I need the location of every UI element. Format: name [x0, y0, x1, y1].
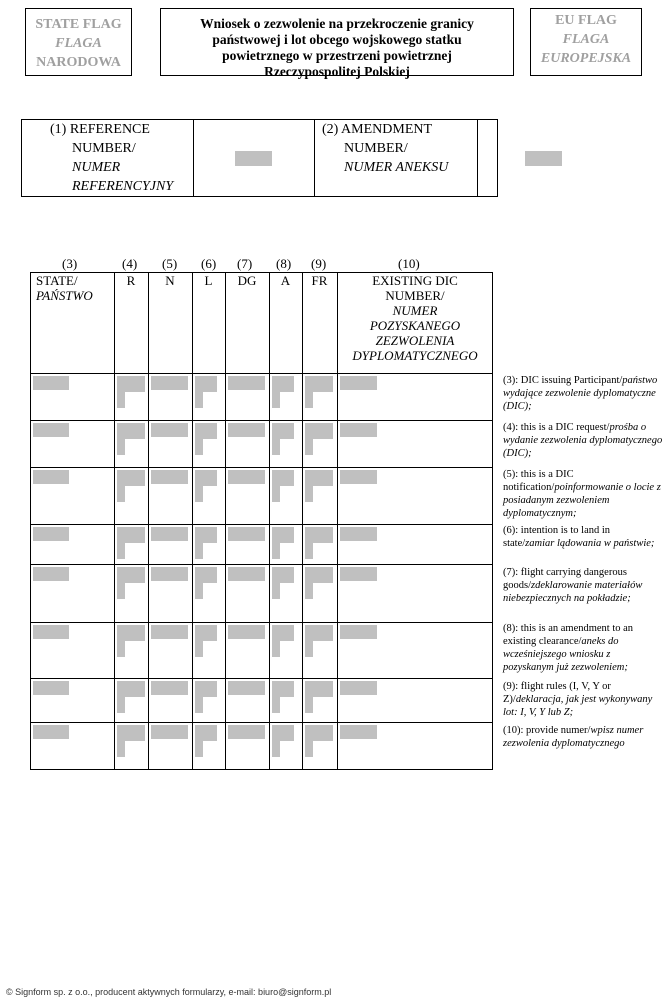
dg-field-row-3[interactable]	[228, 470, 265, 484]
header-existing-4: POZYSKANEGO	[369, 318, 461, 333]
fr-field-row-4[interactable]	[305, 527, 333, 559]
legend-pl: prośba o wydanie zezwolenia dyplomatycznego (DIC);	[503, 422, 663, 459]
state-field-row-6[interactable]	[33, 625, 69, 639]
header-dg: DG	[237, 273, 257, 288]
r-checkbox-row-3[interactable]	[117, 470, 145, 502]
existing-dic-field-row-2[interactable]	[340, 423, 377, 437]
state-field-row-1[interactable]	[33, 376, 69, 390]
existing-dic-field-row-3[interactable]	[340, 470, 377, 484]
col-num-3: (3)	[62, 256, 78, 271]
r-checkbox-row-8[interactable]	[117, 725, 145, 757]
legend-en: (3): DIC issuing Participant/	[503, 375, 623, 386]
header-existing-6: DYPLOMATYCZNEGO	[352, 348, 478, 363]
fr-field-row-7[interactable]	[305, 681, 333, 713]
l-checkbox-row-8[interactable]	[195, 725, 217, 757]
eu-flag-placeholder	[530, 8, 642, 76]
n-field-row-3[interactable]	[151, 470, 188, 484]
title-line-1: Wniosek o zezwolenie na przekroczenie granicy	[200, 16, 474, 31]
state-field-row-7[interactable]	[33, 681, 69, 695]
eu-flag-line3: EUROPEJSKA	[540, 51, 632, 66]
ref-label-1: (1) REFERENCE	[50, 122, 150, 137]
header-state-en: STATE/	[36, 273, 78, 288]
col-num-9: (9)	[311, 256, 327, 271]
reference-number-field[interactable]	[235, 151, 272, 166]
header-existing-dic	[337, 273, 493, 363]
title-line-4: Rzeczypospolitej Polskiej	[264, 64, 410, 79]
dg-field-row-2[interactable]	[228, 423, 265, 437]
state-field-row-4[interactable]	[33, 527, 69, 541]
col-num-7: (7)	[237, 256, 253, 271]
legend-pl: deklaracja, jak jest wykonywany lot: I, V, Y lub Z;	[503, 694, 653, 718]
state-field-row-5[interactable]	[33, 567, 69, 581]
amend-label-1: (2) AMENDMENT	[322, 122, 433, 137]
a-checkbox-row-3[interactable]	[272, 470, 294, 502]
existing-dic-field-row-4[interactable]	[340, 527, 377, 541]
eu-flag-line2: FLAGA	[562, 32, 610, 47]
l-checkbox-row-6[interactable]	[195, 625, 217, 657]
legend-pl: aneks do wcześniejszego wniosku z pozyskanym już zezwoleniem;	[503, 636, 628, 673]
legend-pl: poinformowanie o locie z posiadanym zezwoleniem dyplomatycznym;	[503, 482, 661, 519]
legend-item	[503, 724, 663, 750]
existing-dic-field-row-7[interactable]	[340, 681, 377, 695]
legend-en: (5): this is a DIC notification/	[503, 469, 574, 493]
n-field-row-4[interactable]	[151, 527, 188, 541]
fr-field-row-3[interactable]	[305, 470, 333, 502]
l-checkbox-row-2[interactable]	[195, 423, 217, 455]
legend-pl: wpisz numer zezwolenia dyplomatycznego	[503, 725, 644, 749]
a-checkbox-row-4[interactable]	[272, 527, 294, 559]
legend-item	[503, 622, 663, 674]
legend-pl: zamiar lądowania w państwie;	[525, 538, 655, 549]
dg-field-row-6[interactable]	[228, 625, 265, 639]
state-flag-line3: NARODOWA	[36, 55, 121, 70]
legend-item	[503, 680, 663, 719]
title-line-2: państwowej i lot obcego wojskowego statku	[212, 32, 462, 47]
header-existing-5: ZEZWOLENIA	[375, 333, 455, 348]
a-checkbox-row-8[interactable]	[272, 725, 294, 757]
dg-field-row-1[interactable]	[228, 376, 265, 390]
header-n: N	[165, 273, 175, 288]
form-title	[160, 8, 514, 79]
existing-dic-field-row-1[interactable]	[340, 376, 377, 390]
fr-field-row-6[interactable]	[305, 625, 333, 657]
legend-item	[503, 566, 663, 605]
col-num-6: (6)	[201, 256, 217, 271]
col-num-4: (4)	[122, 256, 138, 271]
header-r: R	[126, 273, 136, 288]
legend-en: (9): flight rules (I, V, Y or Z)/	[503, 681, 611, 705]
fr-field-row-5[interactable]	[305, 567, 333, 599]
dg-field-row-7[interactable]	[228, 681, 265, 695]
reference-section	[21, 119, 498, 197]
r-checkbox-row-7[interactable]	[117, 681, 145, 713]
state-flag-placeholder	[25, 8, 132, 76]
col-num-5: (5)	[162, 256, 178, 271]
r-checkbox-row-1[interactable]	[117, 376, 145, 408]
legend-en: (10): provide numer/	[503, 725, 591, 736]
l-checkbox-row-7[interactable]	[195, 681, 217, 713]
state-field-row-8[interactable]	[33, 725, 69, 739]
dg-field-row-8[interactable]	[228, 725, 265, 739]
header-existing-3: NUMER	[392, 303, 438, 318]
ref-label-4: REFERENCYJNY	[72, 179, 174, 194]
legend-item	[503, 468, 663, 520]
ref-label-2: NUMBER/	[72, 141, 136, 156]
legend-item	[503, 524, 663, 550]
ref-label-3: NUMER	[72, 160, 121, 175]
header-l: L	[204, 273, 213, 288]
legend-en: (6): intention is to land in state/	[503, 525, 611, 549]
fr-field-row-1[interactable]	[305, 376, 333, 408]
r-checkbox-row-5[interactable]	[117, 567, 145, 599]
flight-table	[30, 272, 493, 770]
n-field-row-1[interactable]	[151, 376, 188, 390]
amendment-number-field[interactable]	[525, 151, 562, 166]
col-num-10: (10)	[398, 256, 420, 271]
existing-dic-field-row-8[interactable]	[340, 725, 377, 739]
state-flag-line1: STATE FLAG	[35, 17, 122, 32]
a-checkbox-row-6[interactable]	[272, 625, 294, 657]
dg-field-row-4[interactable]	[228, 527, 265, 541]
legend-item	[503, 374, 663, 413]
fr-field-row-2[interactable]	[305, 423, 333, 455]
amend-label-3: NUMER ANEKSU	[344, 160, 449, 175]
amendment-number-label	[322, 120, 448, 177]
n-field-row-2[interactable]	[151, 423, 188, 437]
state-flag-line2: FLAGA	[55, 36, 102, 51]
header-state-pl: PAŃSTWO	[36, 288, 93, 303]
dg-field-row-5[interactable]	[228, 567, 265, 581]
legend-item	[503, 421, 663, 460]
a-checkbox-row-2[interactable]	[272, 423, 294, 455]
legend-en: (7): flight carrying dangerous goods/	[503, 567, 627, 591]
legend-pl: zdeklarowanie materiałów niebezpiecznych na pokładzie;	[503, 580, 643, 604]
n-field-row-6[interactable]	[151, 625, 188, 639]
header-fr: FR	[311, 273, 328, 288]
existing-dic-field-row-6[interactable]	[340, 625, 377, 639]
header-existing-2: NUMBER/	[385, 288, 445, 303]
legend-en: (4): this is a DIC request/	[503, 422, 610, 433]
r-checkbox-row-4[interactable]	[117, 527, 145, 559]
n-field-row-8[interactable]	[151, 725, 188, 739]
r-checkbox-row-6[interactable]	[117, 625, 145, 657]
a-checkbox-row-5[interactable]	[272, 567, 294, 599]
header-existing-1: EXISTING DIC	[372, 273, 458, 288]
header-a: A	[280, 273, 291, 288]
footer-copyright: © Signform sp. z o.o., producent aktywnych formularzy, e-mail: biuro@signform.pl	[6, 987, 332, 997]
a-checkbox-row-7[interactable]	[272, 681, 294, 713]
l-checkbox-row-4[interactable]	[195, 527, 217, 559]
a-checkbox-row-1[interactable]	[272, 376, 294, 408]
l-checkbox-row-5[interactable]	[195, 567, 217, 599]
title-line-3: powietrznego w przestrzeni powietrznej	[222, 48, 452, 63]
header-state	[36, 273, 93, 303]
amend-label-2: NUMBER/	[344, 141, 408, 156]
legend-en: (8): this is an amendment to an existing clearance/	[503, 623, 634, 647]
state-field-row-3[interactable]	[33, 470, 69, 484]
eu-flag-line1: EU FLAG	[555, 13, 617, 28]
l-checkbox-row-3[interactable]	[195, 470, 217, 502]
existing-dic-field-row-5[interactable]	[340, 567, 377, 581]
fr-field-row-8[interactable]	[305, 725, 333, 757]
n-field-row-5[interactable]	[151, 567, 188, 581]
reference-number-label	[50, 120, 173, 196]
r-checkbox-row-2[interactable]	[117, 423, 145, 455]
legend-pl: państwo wydające zezwolenie dyplomatyczne (DIC);	[503, 375, 658, 412]
n-field-row-7[interactable]	[151, 681, 188, 695]
col-num-8: (8)	[276, 256, 292, 271]
l-checkbox-row-1[interactable]	[195, 376, 217, 408]
state-field-row-2[interactable]	[33, 423, 69, 437]
